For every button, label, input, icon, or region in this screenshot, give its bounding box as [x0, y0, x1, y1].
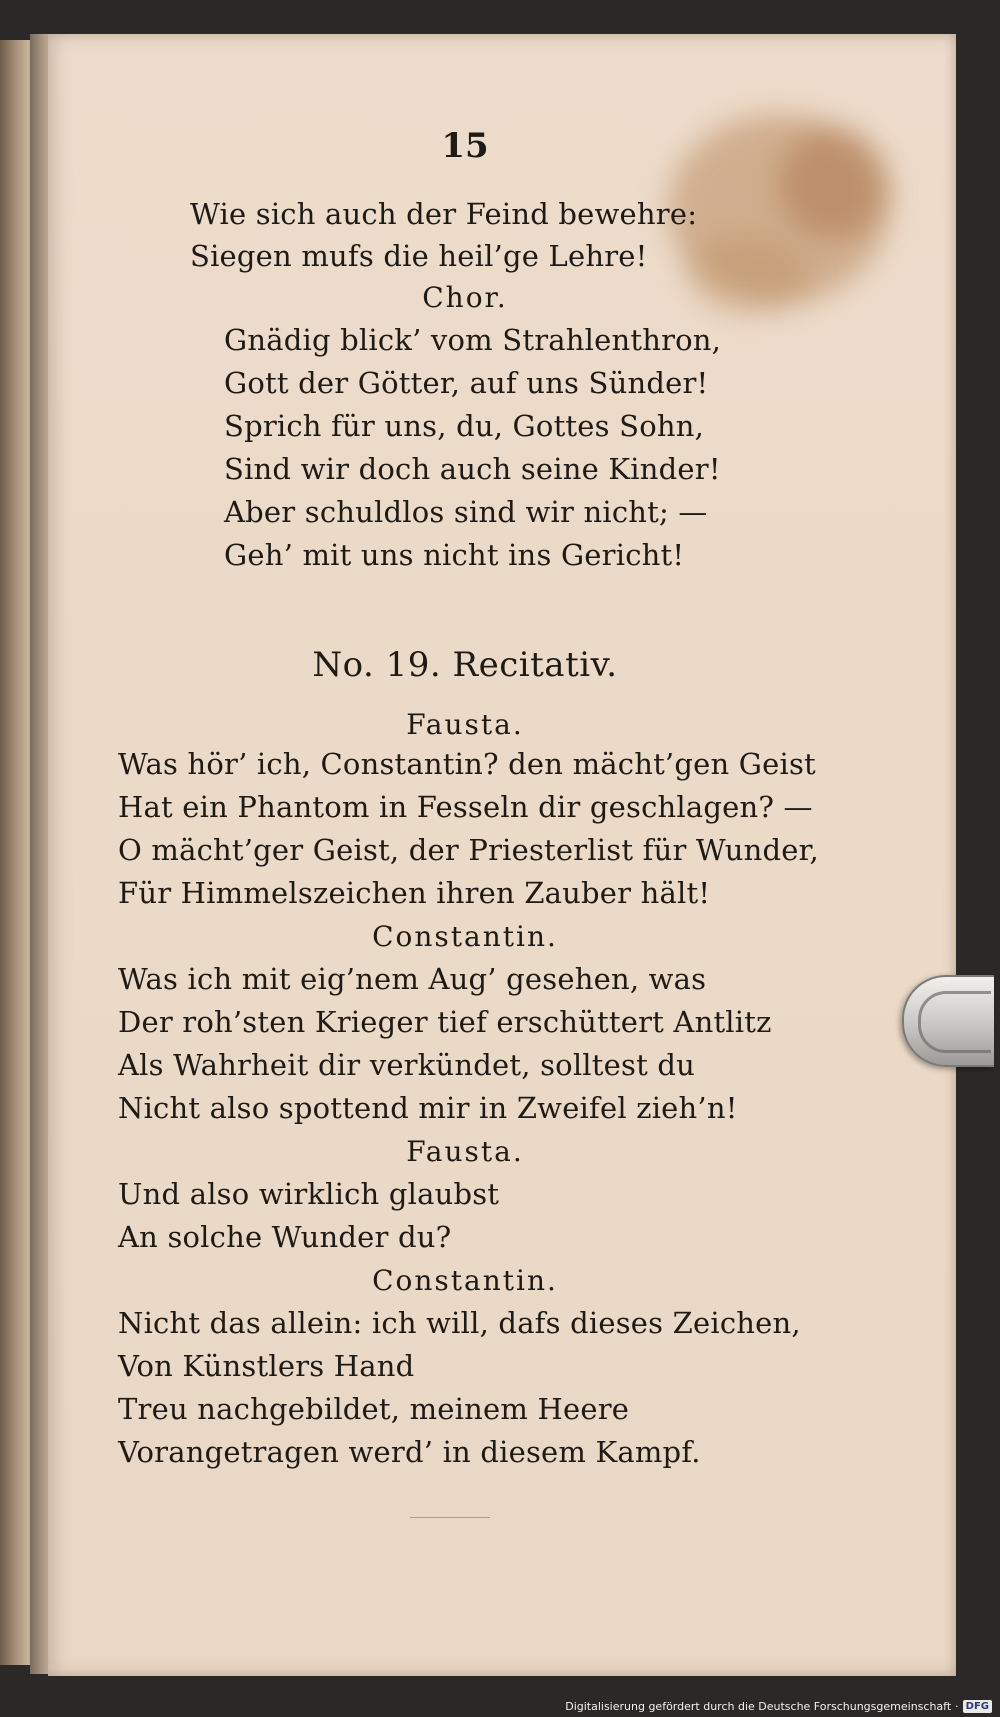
verse-line: Siegen mufs die heil’ge Lehre! [190, 239, 648, 273]
dialogue-line: Für Himmelszeichen ihren Zauber hält! [118, 876, 711, 910]
dialogue-line: O mächt’ger Geist, der Priesterlist für Wunder, [118, 833, 819, 867]
verse-line: Gnädig blick’ vom Strahlenthron, [224, 323, 722, 357]
section-heading: No. 19. Recitativ. [312, 645, 618, 685]
speaker-label: Chor. [422, 281, 508, 314]
dialogue-line: Was ich mit eig’nem Aug’ gesehen, was [118, 962, 707, 996]
digitization-credit [565, 1697, 992, 1715]
page-number: 15 [441, 126, 489, 166]
dialogue-line: Der roh’sten Krieger tief erschüttert Antlitz [118, 1005, 772, 1039]
dialogue-line: Nicht das allein: ich will, dafs dieses Zeichen, [118, 1306, 801, 1340]
dialogue-line: Von Künstlers Hand [118, 1349, 415, 1383]
verse-line: Aber schuldlos sind wir nicht; — [224, 495, 708, 529]
dialogue-line: Und also wirklich glaubst [118, 1177, 500, 1211]
dialogue-line: Vorangetragen werd’ in diesem Kampf. [118, 1435, 701, 1469]
verse-line: Gott der Götter, auf uns Sünder! [224, 366, 709, 400]
speaker-label: Constantin. [372, 1264, 558, 1297]
dialogue-line: Hat ein Phantom in Fesseln dir geschlagen? — [118, 790, 813, 824]
page-clip-loop [918, 991, 991, 1053]
page-clip [902, 975, 994, 1067]
dialogue-line: Als Wahrheit dir verkündet, solltest du [118, 1048, 695, 1082]
speaker-label: Fausta. [406, 1135, 524, 1168]
verse-line: Sprich für uns, du, Gottes Sohn, [224, 409, 705, 443]
credit-text: Digitalisierung gefördert durch die Deutsche Forschungsgemeinschaft [565, 1699, 952, 1713]
dialogue-line: Treu nachgebildet, meinem Heere [118, 1392, 630, 1426]
dialogue-line: An solche Wunder du? [118, 1220, 452, 1254]
speaker-label: Fausta. [406, 708, 524, 741]
dfg-logo: DFG [963, 1700, 992, 1713]
dialogue-line: Nicht also spottend mir in Zweifel zieh’n! [118, 1091, 738, 1125]
end-rule [410, 1517, 490, 1518]
credit-separator: · [955, 1699, 959, 1713]
dialogue-line: Was hör’ ich, Constantin? den mächt’gen Geist [118, 747, 816, 781]
speaker-label: Constantin. [372, 920, 558, 953]
verse-line: Geh’ mit uns nicht ins Gericht! [224, 538, 685, 572]
verse-line: Sind wir doch auch seine Kinder! [224, 452, 721, 486]
verse-line: Wie sich auch der Feind bewehre: [190, 197, 698, 231]
